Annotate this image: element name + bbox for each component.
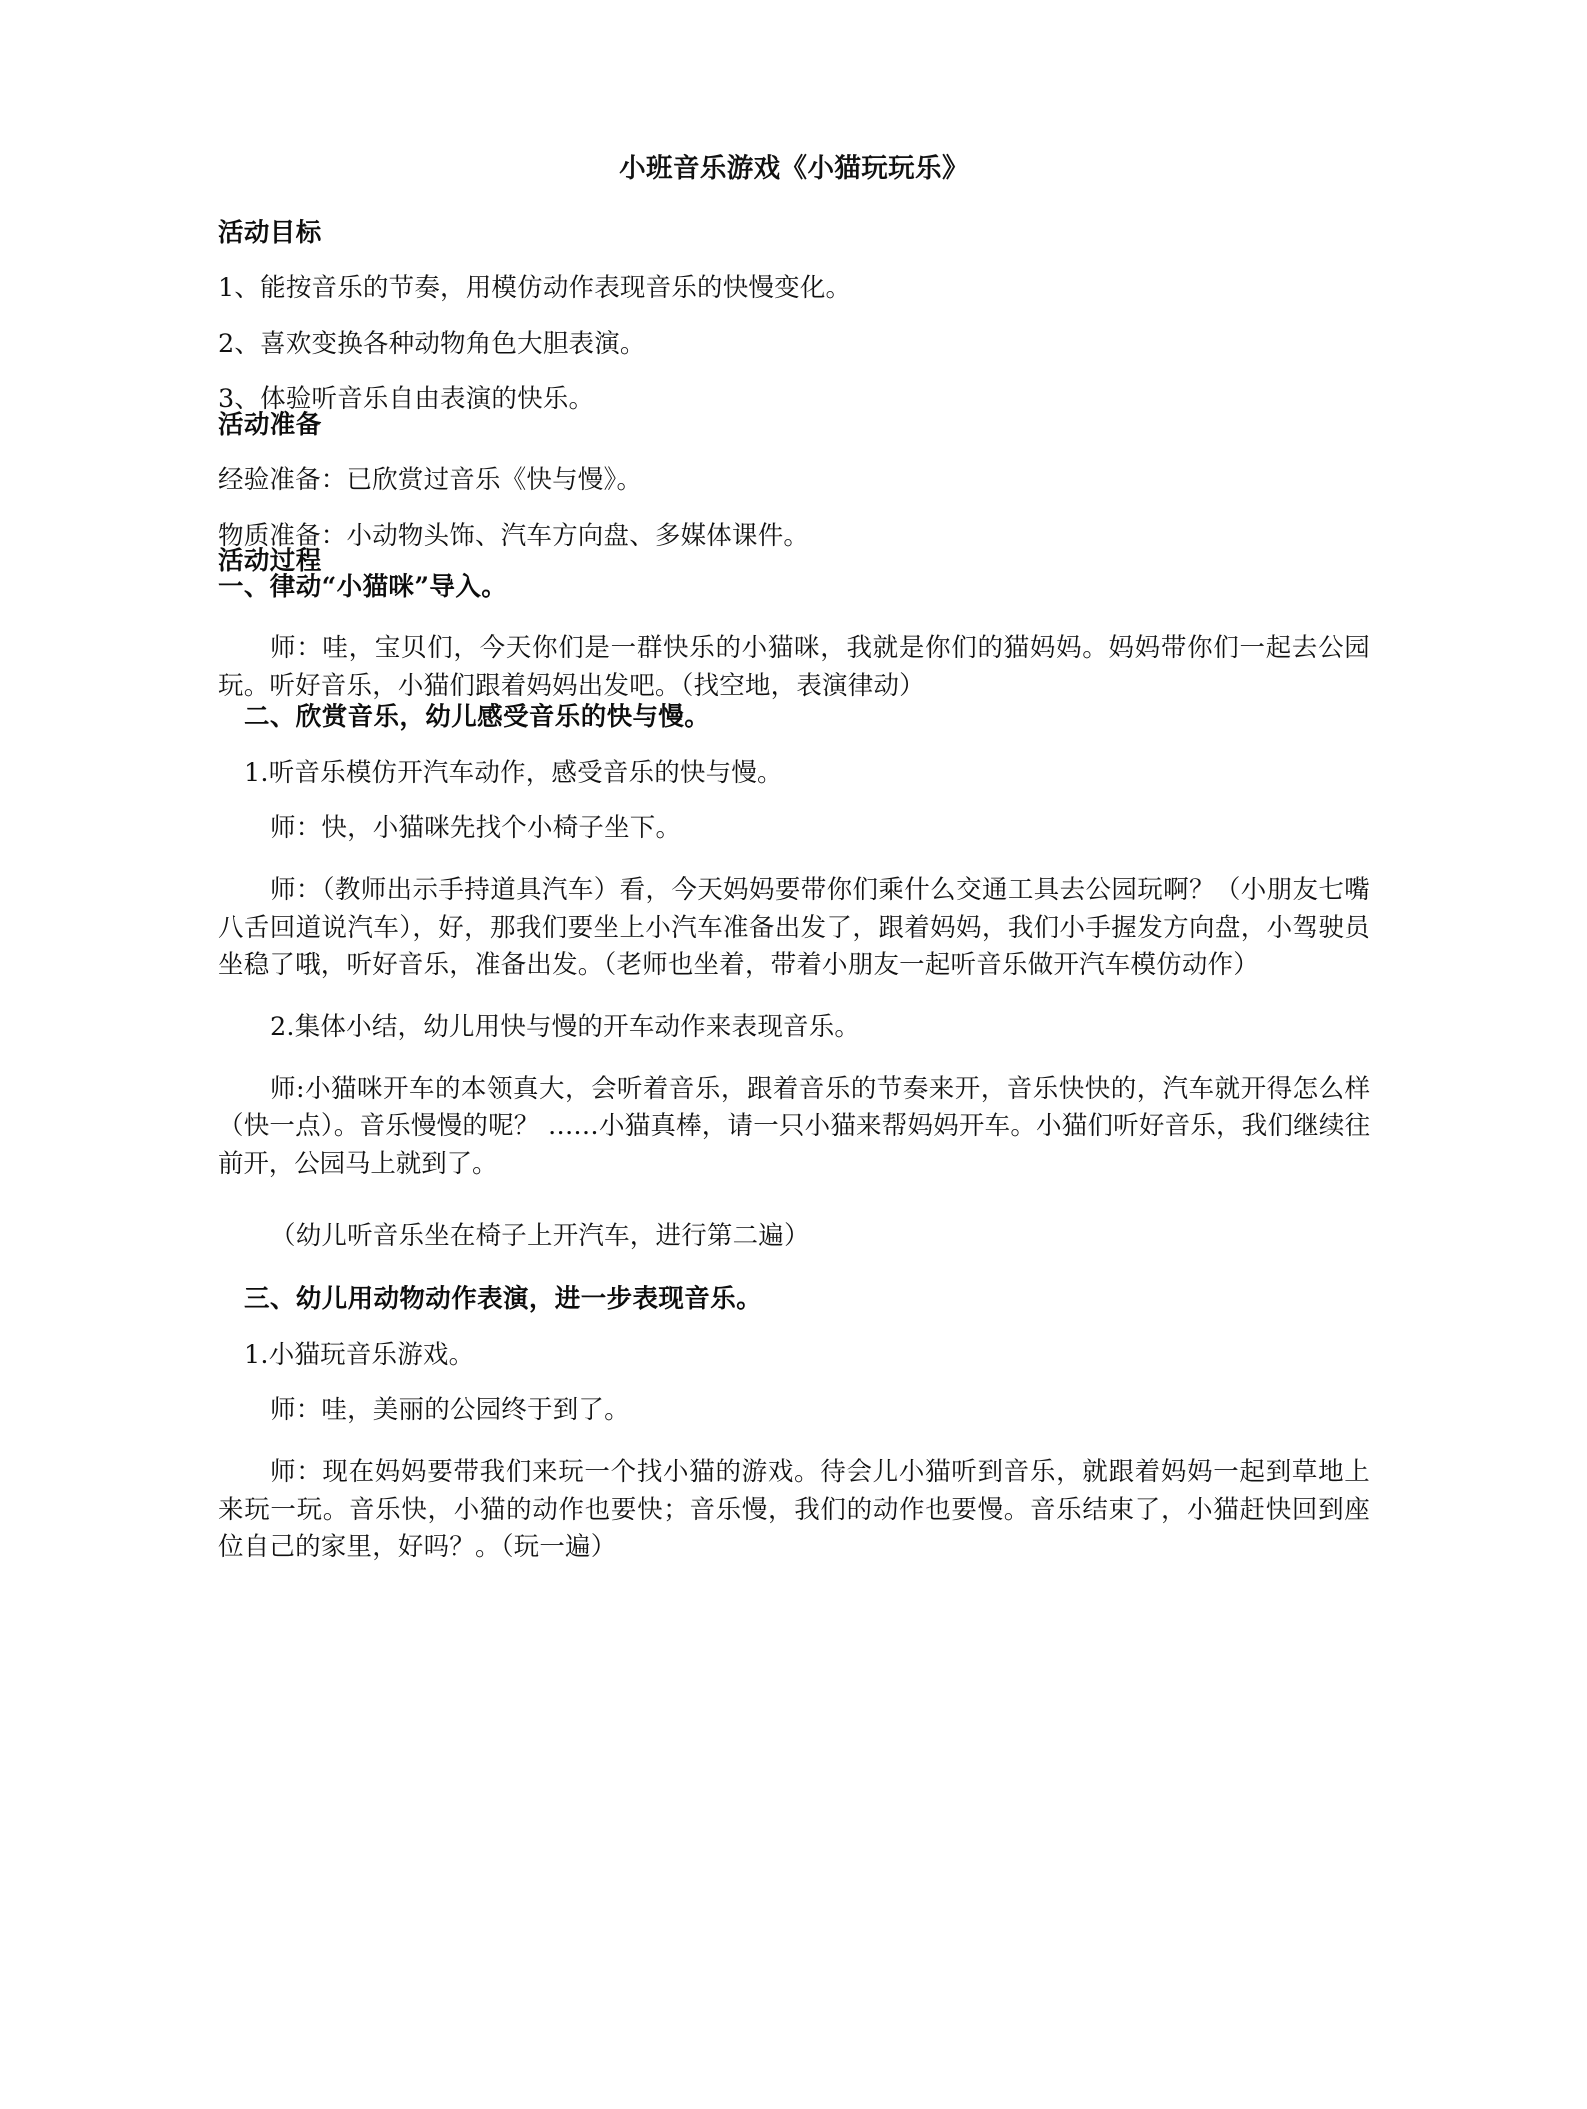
heading-activity-objectives: 活动目标 [218,217,322,248]
objective-item-2: 2、喜欢变换各种动物角色大胆表演。 [218,328,646,359]
step-three-teacher-speech-1: 师：哇，美丽的公园终于到了。 [270,1395,630,1426]
step-two-item-2: 2.集体小结，幼儿用快与慢的开车动作来表现音乐。 [270,1012,861,1043]
heading-activity-preparation: 活动准备 [218,409,322,440]
heading-step-three: 三、幼儿用动物动作表演，进一步表现音乐。 [244,1284,763,1315]
heading-step-two: 二、欣赏音乐，幼儿感受音乐的快与慢。 [244,702,711,733]
step-two-teacher-speech-2: 师：（教师出示手持道具汽车）看，今天妈妈要带你们乘什么交通工具去公园玩啊？（小朋友七嘴八舌回道说汽车），好，那我们要坐上小汽车准备出发了，跟着妈妈，我们小手握发方向盘，小驾驶员坐稳了哦，听好音乐，准备出发。（老师也坐着，带着小朋友一起听音乐做开汽车模仿动作） [218,874,1370,981]
heading-step-one: 一、律动“小猫咪”导入。 [218,571,508,602]
step-two-item-1: 1.听音乐模仿开汽车动作，感受音乐的快与慢。 [244,757,783,788]
step-one-teacher-speech: 师：哇，宝贝们，今天你们是一群快乐的小猫咪，我就是你们的猫妈妈。妈妈带你们一起去公园玩。听好音乐，小猫们跟着妈妈出发吧。（找空地，表演律动） [218,633,1370,701]
step-two-teacher-speech-3: 师:小猫咪开车的本领真大，会听着音乐，跟着音乐的节奏来开，音乐快快的，汽车就开得怎么样（快一点）。音乐慢慢的呢？ ……小猫真棒，请一只小猫来帮妈妈开车。小猫们听好音乐，我们继续往前开，公园马上就到了。 [218,1073,1370,1180]
step-three-item-1: 1.小猫玩音乐游戏。 [244,1339,475,1370]
preparation-material: 物质准备：小动物头饰、汽车方向盘、多媒体课件。 [218,520,810,551]
preparation-experience: 经验准备：已欣赏过音乐《快与慢》。 [218,465,643,495]
step-three-teacher-speech-2: 师：现在妈妈要带我们来玩一个找小猫的游戏。待会儿小猫听到音乐，就跟着妈妈一起到草地上来玩一玩。音乐快，小猫的动作也要快；音乐慢，我们的动作也要慢。音乐结束了，小猫赶快回到座位自己的家里，好吗？。（玩一遍） [218,1456,1370,1563]
page-title: 小班音乐游戏《小猫玩玩乐》 [619,153,969,184]
document-body [218,0,1370,1567]
objective-item-3: 3、体验听音乐自由表演的快乐。 [218,384,595,414]
objective-item-1: 1、能按音乐的节奏，用模仿动作表现音乐的快慢变化。 [218,273,852,303]
heading-activity-process: 活动过程 [218,546,322,576]
step-two-teacher-speech-1: 师：快，小猫咪先找个小椅子坐下。 [270,813,682,844]
step-two-note: （幼儿听音乐坐在椅子上开汽车，进行第二遍） [270,1220,810,1251]
